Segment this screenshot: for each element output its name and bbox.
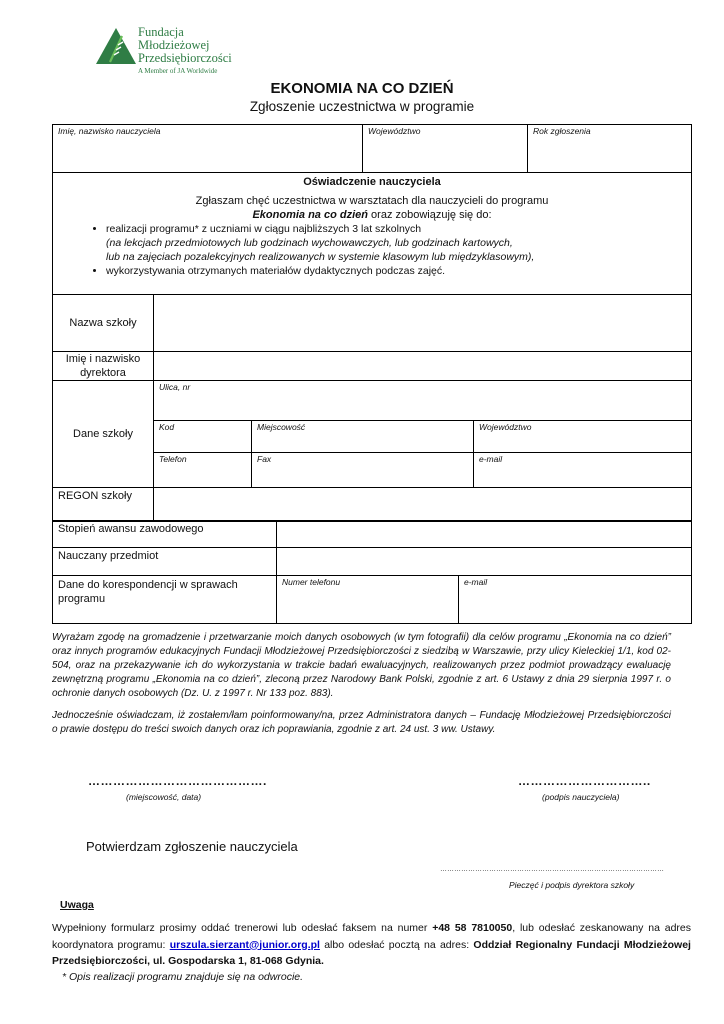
teacher-name-label: Imię, nazwisko nauczyciela: [58, 126, 161, 136]
phone-number-field[interactable]: [277, 576, 459, 624]
declaration-line2: [58, 208, 686, 222]
teacher-signature-caption: (podpis nauczyciela): [542, 792, 620, 802]
subject-label: Nauczany przedmiot: [53, 548, 277, 576]
school-data-label: Dane szkoły: [53, 381, 154, 488]
fax-number: +48 58 7810050: [432, 922, 513, 934]
voivodeship2-label: Województwo: [479, 422, 532, 432]
confirmation-heading: Potwierdzam zgłoszenie nauczyciela: [86, 839, 298, 854]
phone-field[interactable]: [154, 453, 252, 488]
year-label: Rok zgłoszenia: [533, 126, 591, 136]
note-text-3: albo odesłać pocztą na adres:: [319, 938, 474, 951]
director-signature-caption: Pieczęć i podpis dyrektora szkoły: [509, 880, 635, 890]
city-label: Miejscowość: [257, 422, 306, 432]
postcode-field[interactable]: [154, 421, 252, 453]
logo-line1: Fundacja: [138, 25, 184, 39]
logo-tagline: A Member of JA Worldwide: [138, 67, 218, 75]
teacher-signature-line[interactable]: …………………………..: [518, 774, 651, 788]
page-title: EKONOMIA NA CO DZIEŃ: [270, 80, 454, 97]
voivodeship2-field[interactable]: [474, 421, 692, 453]
voivodeship-field[interactable]: [363, 125, 528, 173]
fax-field[interactable]: [252, 453, 474, 488]
note-text-2: , lub odesłać zeskanowany na adres koordynatora programu:: [52, 922, 691, 951]
place-date-line[interactable]: …………………………………….: [88, 774, 267, 788]
regon-label: REGON szkoły: [53, 488, 154, 522]
city-field[interactable]: [252, 421, 474, 453]
bullet-1-note-2: lub na zajęciach pozalekcyjnych realizowanych w systemie klasowym lub międzyklasowym),: [106, 251, 535, 263]
declaration-line2-rest: oraz zobowiązuję się do:: [368, 209, 492, 221]
note-text-1: Wypełniony formularz prosimy oddać trenerowi lub odesłać faksem na numer: [52, 922, 433, 934]
consent-paragraph-1: Wyrażam zgodę na gromadzenie i przetwarzanie moich danych osobowych (w tym fotografii) dla celów programu „Ekonomia na co dzień” oraz innych programów edukacyjnych Fundacji Młodzieżowej Przedsiębiorczości z siedzibą w Warszawie, przy ulicy Kieleckiej 1/1, kod 02-504, oraz na przekazywanie ich do wykorzystania w trakcie badań ewaluacyjnych, realizowanych przez podmiot prowadzący ewaluację zewnętrzną programu „Ekonomia na co dzień”, zleconą przez Narodowy Bank Polski, zgodnie z art. 6 Ustawy z dnia 29 sierpnia 1997 r. o ochronie danych osobowych (Dz. U. z 1997 r. Nr 133 poz. 883).: [52, 632, 671, 699]
street-field[interactable]: [154, 381, 692, 421]
footnote: * Opis realizacji programu znajduje się na odwrocie.: [62, 971, 304, 983]
subject-field[interactable]: [277, 548, 692, 576]
postcode-label: Kod: [159, 422, 175, 432]
year-field[interactable]: [528, 125, 692, 173]
phone-number-label: Numer telefonu: [282, 577, 341, 587]
declaration-bullet-1: [106, 222, 686, 264]
email2-label: e-mail: [464, 577, 488, 587]
consent-paragraph-2: Jednocześnie oświadczam, iż zostałem/łam poinformowany/na, przez Administratora danych – Fundację Młodzieżowej Przedsiębiorczości o prawie dostępu do treści swoich danych oraz ich poprawiania, zgodnie z art. 24 ust. 3 ww. Ustawy.: [52, 710, 671, 735]
declaration-heading: Oświadczenie nauczyciela: [303, 176, 441, 188]
logo-triangle-icon: [96, 28, 136, 64]
coordinator-email-link[interactable]: urszula.sierzant@junior.org.pl: [169, 938, 320, 951]
email2-field[interactable]: [459, 576, 692, 624]
director-label: Imię i nazwisko dyrektora: [53, 352, 154, 381]
logo-line2: Młodzieżowej: [138, 38, 210, 52]
school-name-label: Nazwa szkoły: [53, 295, 154, 352]
place-date-caption: (miejscowość, data): [126, 792, 202, 802]
street-label: Ulica, nr: [159, 382, 191, 392]
fax-label: Fax: [257, 454, 272, 464]
form-table-top: [52, 124, 692, 295]
promotion-field[interactable]: [277, 521, 692, 548]
promotion-label: Stopień awansu zawodowego: [53, 521, 277, 548]
declaration-bullet-2: • wykorzystywania otrzymanych materiałów dydaktycznych podczas zajęć.: [106, 264, 686, 278]
page-subtitle: Zgłoszenie uczestnictwa w programie: [249, 99, 475, 114]
bullet-1-text: realizacji programu* z uczniami w ciągu najbliższych 3 lat szkolnych: [106, 223, 422, 235]
logo: [96, 26, 236, 78]
declaration-line1: Zgłaszam chęć uczestnictwa w warsztatach dla nauczycieli do programu: [195, 195, 549, 207]
correspondence-label: Dane do korespondencji w sprawach programu: [53, 576, 277, 624]
phone-label: Telefon: [159, 454, 187, 464]
director-field[interactable]: [154, 352, 692, 381]
note-heading: Uwaga: [60, 899, 94, 911]
voivodeship-label: Województwo: [368, 126, 421, 136]
postal-address: Oddział Regionalny Fundacji Młodzieżowej Przedsiębiorczości, ul. Gospodarska 1, 81-068 Gdynia.: [52, 938, 691, 967]
form-table-school: [52, 294, 692, 522]
form-table-teacher: [52, 520, 692, 624]
note-paragraph: [52, 920, 691, 970]
email-field[interactable]: [474, 453, 692, 488]
school-name-field[interactable]: [154, 295, 692, 352]
teacher-declaration: [53, 173, 692, 295]
bullet-1-note-1: (na lekcjach przedmiotowych lub godzinach wychowawczych, lub godzinach kartowych,: [106, 237, 513, 249]
regon-field[interactable]: [154, 488, 692, 522]
director-signature-line[interactable]: ……………………………………………………………………………………: [440, 866, 664, 873]
logo-line3: Przedsiębiorczości: [138, 51, 232, 65]
declaration-program-name: Ekonomia na co dzień: [252, 209, 368, 221]
email-label: e-mail: [479, 454, 503, 464]
declaration-list: [58, 222, 686, 278]
teacher-name-field[interactable]: [53, 125, 363, 173]
